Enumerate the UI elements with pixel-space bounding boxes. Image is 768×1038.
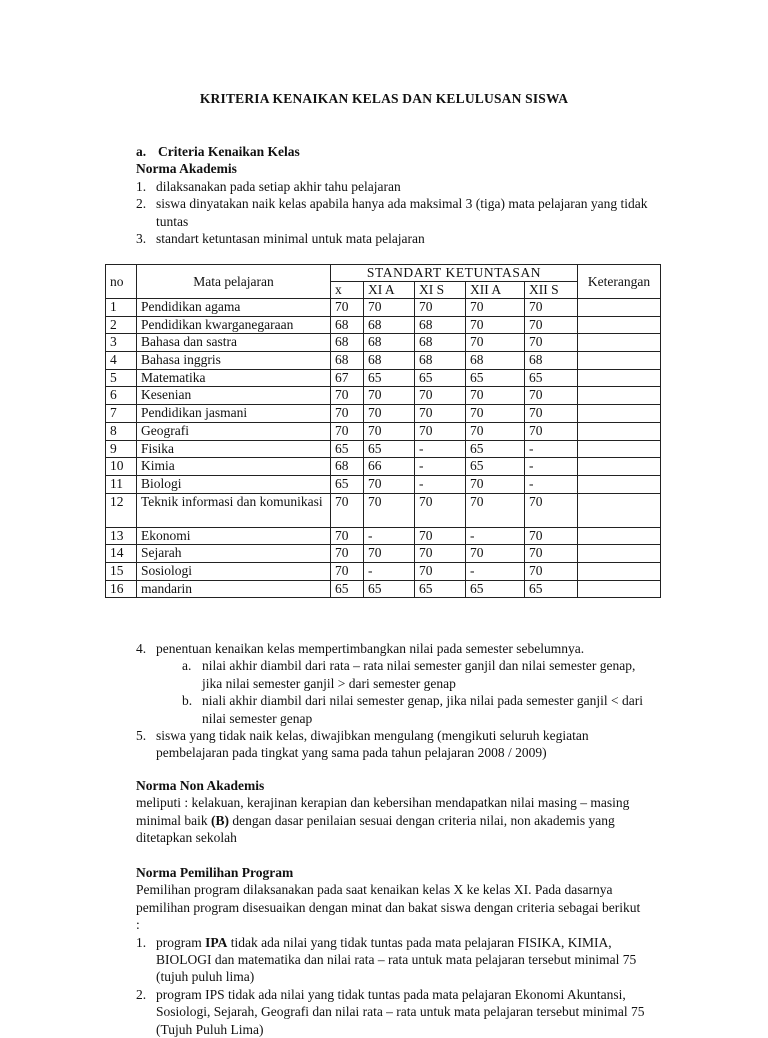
cell-xia: 65 <box>364 369 415 387</box>
text-run: tidak ada nilai yang tidak tuntas pada mata pelajaran FISIKA, KIMIA, BIOLOGI dan matematika dan nilai rata – rata untuk mata pelajaran tersebut minimal 75 (tujuh puluh lima) <box>156 934 637 985</box>
header-col-xia: XI A <box>364 282 415 299</box>
cell-no: 11 <box>106 475 137 493</box>
cell-keterangan <box>578 562 661 580</box>
header-col-x: x <box>331 282 364 299</box>
cell-xis: 68 <box>415 334 466 352</box>
cell-x: 68 <box>331 316 364 334</box>
list-number: 5. <box>136 728 147 744</box>
cell-xiis: 70 <box>525 405 578 423</box>
cell-subject: Fisika <box>137 440 331 458</box>
non-akademis-heading: Norma Non Akademis <box>136 778 265 793</box>
cell-xiia: 68 <box>466 352 525 370</box>
cell-xis: - <box>415 440 466 458</box>
cell-keterangan <box>578 352 661 370</box>
cell-x: 68 <box>331 352 364 370</box>
cell-xiia: 70 <box>466 334 525 352</box>
cell-no: 14 <box>106 545 137 563</box>
cell-subject: Sejarah <box>137 545 331 563</box>
list-number: 4. <box>136 641 147 656</box>
cell-xiia: 70 <box>466 387 525 405</box>
cell-x: 70 <box>331 405 364 423</box>
cell-x: 70 <box>331 493 364 527</box>
section-pemilihan-program <box>136 864 646 1038</box>
cell-xiia: - <box>466 562 525 580</box>
text-bold: (B) <box>211 812 229 828</box>
cell-xis: 70 <box>415 527 466 545</box>
cell-xia: 70 <box>364 422 415 440</box>
cell-xis: - <box>415 458 466 476</box>
cell-x: 65 <box>331 440 364 458</box>
cell-no: 4 <box>106 352 137 370</box>
cell-xis: - <box>415 475 466 493</box>
cell-xis: 65 <box>415 369 466 387</box>
cell-x: 68 <box>331 334 364 352</box>
ketuntasan-table <box>105 264 661 598</box>
header-col-xiia: XII A <box>466 282 525 299</box>
table-row <box>106 405 661 423</box>
cell-xiia: - <box>466 527 525 545</box>
cell-xis: 68 <box>415 316 466 334</box>
cell-keterangan <box>578 527 661 545</box>
cell-keterangan <box>578 299 661 317</box>
list-number: 2. <box>136 986 147 1002</box>
table-row <box>106 334 661 352</box>
cell-no: 8 <box>106 422 137 440</box>
section-a <box>136 143 696 247</box>
continued-list <box>136 640 656 657</box>
text-run: meliputi : kelakuan, kerajinan kerapian dan kebersihan mendapatkan nilai masing – masing minimal baik <box>136 795 630 828</box>
table-row <box>106 440 661 458</box>
pemilihan-list <box>136 934 646 1038</box>
cell-xiis: 65 <box>525 369 578 387</box>
list-item <box>136 230 676 247</box>
cell-no: 3 <box>106 334 137 352</box>
cell-x: 70 <box>331 387 364 405</box>
cell-keterangan <box>578 545 661 563</box>
cell-xiis: 70 <box>525 299 578 317</box>
cell-xia: 70 <box>364 405 415 423</box>
list-number: 3. <box>136 231 147 247</box>
list-text: dilaksanakan pada setiap akhir tahu pelajaran <box>156 178 401 194</box>
cell-xiis: 70 <box>525 562 578 580</box>
header-col-xiis: XII S <box>525 282 578 299</box>
list-item <box>136 727 656 762</box>
header-no: no <box>106 265 137 299</box>
cell-subject: Pendidikan kwarganegaraan <box>137 316 331 334</box>
list-text: siswa dinyatakan naik kelas apabila hanya ada maksimal 3 (tiga) mata pelajaran yang tidak tuntas <box>156 196 648 229</box>
cell-keterangan <box>578 405 661 423</box>
cell-xia: 70 <box>364 545 415 563</box>
akademis-list <box>136 178 696 248</box>
table-row <box>106 422 661 440</box>
cell-no: 12 <box>106 493 137 527</box>
sub-letter: b. <box>182 693 193 709</box>
cell-xiis: 70 <box>525 545 578 563</box>
cell-no: 6 <box>106 387 137 405</box>
text-run: program IPS tidak ada nilai yang tidak tuntas pada mata pelajaran Ekonomi Akuntansi, Sosiologi, Sejarah, Geografi dan nilai rata – rata untuk mata pelajaran tersebut minimal 75 (Tujuh Puluh Lima) <box>156 986 645 1037</box>
cell-no: 15 <box>106 562 137 580</box>
cell-no: 16 <box>106 580 137 598</box>
cell-xia: 68 <box>364 352 415 370</box>
cell-xiis: 70 <box>525 422 578 440</box>
cell-keterangan <box>578 580 661 598</box>
list-number: 1. <box>136 178 147 194</box>
cell-xiia: 65 <box>466 369 525 387</box>
cell-xiis: 68 <box>525 352 578 370</box>
table-row <box>106 387 661 405</box>
section-items-4-5 <box>136 640 656 762</box>
cell-xis: 70 <box>415 493 466 527</box>
cell-x: 68 <box>331 458 364 476</box>
cell-xiia: 65 <box>466 440 525 458</box>
cell-xis: 70 <box>415 545 466 563</box>
cell-x: 67 <box>331 369 364 387</box>
cell-xiia: 70 <box>466 422 525 440</box>
cell-subject: Bahasa inggris <box>137 352 331 370</box>
section-a-heading <box>136 143 696 160</box>
cell-xiis: 70 <box>525 316 578 334</box>
cell-xia: 68 <box>364 334 415 352</box>
cell-xiia: 70 <box>466 475 525 493</box>
list-item <box>136 178 676 195</box>
non-akademis-text <box>136 794 646 846</box>
cell-xiis: - <box>525 440 578 458</box>
table-row <box>106 352 661 370</box>
cell-x: 70 <box>331 527 364 545</box>
header-subject: Mata pelajaran <box>137 265 331 299</box>
table-row <box>106 475 661 493</box>
cell-subject: Kesenian <box>137 387 331 405</box>
cell-xis: 68 <box>415 352 466 370</box>
sub-text: nilai akhir diambil dari rata – rata nilai semester ganjil dan nilai semester genap, jika nilai semester ganjil > dari semester genap <box>202 658 636 691</box>
section-a-letter: a. <box>136 144 147 159</box>
table-row <box>106 580 661 598</box>
cell-no: 1 <box>106 299 137 317</box>
cell-no: 9 <box>106 440 137 458</box>
cell-no: 5 <box>106 369 137 387</box>
cell-x: 65 <box>331 475 364 493</box>
table-row <box>106 316 661 334</box>
list-item <box>136 986 656 1038</box>
cell-xiia: 65 <box>466 458 525 476</box>
table-row <box>106 545 661 563</box>
cell-xis: 70 <box>415 562 466 580</box>
sub-item <box>182 692 656 727</box>
cell-xiis: - <box>525 458 578 476</box>
cell-subject: Sosiologi <box>137 562 331 580</box>
cell-xiia: 70 <box>466 493 525 527</box>
cell-x: 70 <box>331 299 364 317</box>
cell-xia: 70 <box>364 475 415 493</box>
cell-xiis: 70 <box>525 527 578 545</box>
cell-subject: Matematika <box>137 369 331 387</box>
table-row <box>106 527 661 545</box>
cell-xis: 70 <box>415 299 466 317</box>
cell-no: 10 <box>106 458 137 476</box>
cell-xiia: 65 <box>466 580 525 598</box>
cell-xia: 70 <box>364 299 415 317</box>
cell-x: 70 <box>331 562 364 580</box>
cell-xis: 65 <box>415 580 466 598</box>
cell-xiis: 65 <box>525 580 578 598</box>
cell-keterangan <box>578 369 661 387</box>
table-row <box>106 493 661 527</box>
cell-xia: 65 <box>364 440 415 458</box>
cell-keterangan <box>578 440 661 458</box>
norma-akademis-heading: Norma Akademis <box>136 161 237 177</box>
header-group: STANDART KETUNTASAN <box>331 265 578 282</box>
cell-subject: Pendidikan agama <box>137 299 331 317</box>
cell-xiis: - <box>525 475 578 493</box>
header-keterangan: Keterangan <box>578 265 661 299</box>
cell-xiis: 70 <box>525 334 578 352</box>
cell-xia: 70 <box>364 387 415 405</box>
cell-subject: Kimia <box>137 458 331 476</box>
cell-x: 70 <box>331 422 364 440</box>
list-item <box>136 934 656 986</box>
list-item <box>136 640 656 657</box>
cell-subject: Geografi <box>137 422 331 440</box>
cell-subject: Pendidikan jasmani <box>137 405 331 423</box>
cell-x: 65 <box>331 580 364 598</box>
sub-list <box>136 657 656 727</box>
cell-no: 13 <box>106 527 137 545</box>
cell-xia: - <box>364 562 415 580</box>
document-title: KRITERIA KENAIKAN KELAS DAN KELULUSAN SISWA <box>199 91 569 106</box>
list-text: penentuan kenaikan kelas mempertimbangkan nilai pada semester sebelumnya. <box>156 641 585 656</box>
cell-subject: Biologi <box>137 475 331 493</box>
list-number: 1. <box>136 934 147 950</box>
cell-subject: Ekonomi <box>137 527 331 545</box>
cell-xiia: 70 <box>466 299 525 317</box>
sub-item <box>182 657 656 692</box>
table-row <box>106 562 661 580</box>
cell-xia: 65 <box>364 580 415 598</box>
sub-text: niali akhir diambil dari nilai semester genap, jika nilai pada semester ganjil < dari nilai semester genap <box>202 693 643 726</box>
table-row <box>106 369 661 387</box>
section-non-akademis <box>136 777 646 847</box>
cell-subject: mandarin <box>137 580 331 598</box>
cell-xiia: 70 <box>466 316 525 334</box>
cell-no: 7 <box>106 405 137 423</box>
text-run: program <box>156 934 206 950</box>
table-row <box>106 458 661 476</box>
cell-xis: 70 <box>415 405 466 423</box>
cell-xia: 66 <box>364 458 415 476</box>
cell-keterangan <box>578 475 661 493</box>
cell-keterangan <box>578 458 661 476</box>
list-text: siswa yang tidak naik kelas, diwajibkan mengulang (mengikuti seluruh kegiatan pembelajaran pada tingkat yang sama pada tahun pelajaran 2008 / 2009) <box>156 728 589 761</box>
cell-xia: 70 <box>364 493 415 527</box>
continued-list-5 <box>136 727 656 762</box>
cell-xiia: 70 <box>466 545 525 563</box>
cell-xis: 70 <box>415 422 466 440</box>
cell-keterangan <box>578 334 661 352</box>
cell-xiis: 70 <box>525 493 578 527</box>
text-bold: IPA <box>205 934 228 950</box>
pemilihan-heading: Norma Pemilihan Program <box>136 865 294 880</box>
sub-letter: a. <box>182 658 192 674</box>
pemilihan-intro: Pemilihan program dilaksanakan pada saat kenaikan kelas X ke kelas XI. Pada dasarnya pemilihan program disesuaikan dengan minat dan bakat siswa dengan criteria sebagai berikut : <box>136 882 641 933</box>
section-a-title: Criteria Kenaikan Kelas <box>158 144 300 159</box>
cell-keterangan <box>578 387 661 405</box>
list-item <box>136 195 676 230</box>
cell-keterangan <box>578 493 661 527</box>
cell-no: 2 <box>106 316 137 334</box>
cell-keterangan <box>578 422 661 440</box>
cell-subject: Teknik informasi dan komunikasi <box>137 493 331 527</box>
cell-xiis: 70 <box>525 387 578 405</box>
cell-xis: 70 <box>415 387 466 405</box>
cell-xia: - <box>364 527 415 545</box>
list-number: 2. <box>136 196 147 212</box>
cell-x: 70 <box>331 545 364 563</box>
text-run: dengan dasar penilaian sesuai dengan criteria nilai, non akademis yang ditetapkan sekolah <box>136 812 615 846</box>
header-col-xis: XI S <box>415 282 466 299</box>
cell-subject: Bahasa dan sastra <box>137 334 331 352</box>
cell-keterangan <box>578 316 661 334</box>
cell-xiia: 70 <box>466 405 525 423</box>
table-row <box>106 299 661 317</box>
list-text: standart ketuntasan minimal untuk mata pelajaran <box>156 231 425 247</box>
cell-xia: 68 <box>364 316 415 334</box>
